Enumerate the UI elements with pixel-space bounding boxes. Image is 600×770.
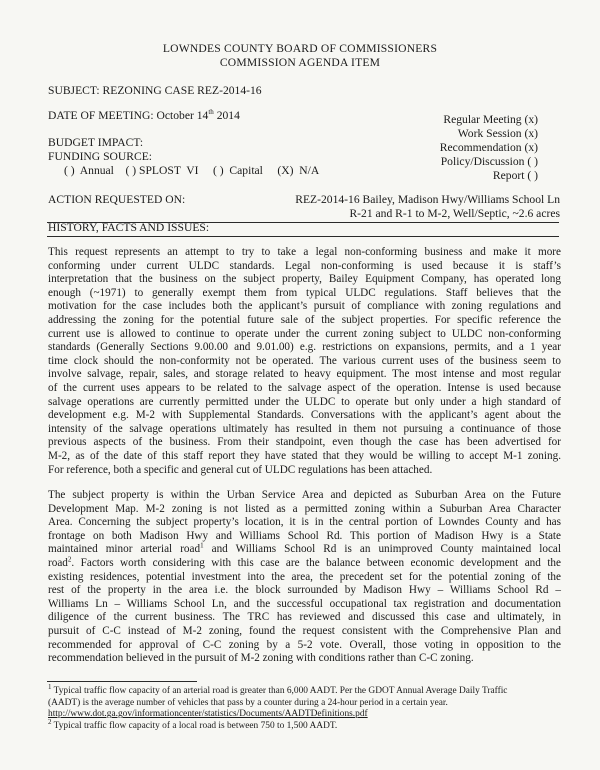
- footnote-ref-2: 2: [67, 555, 72, 564]
- paragraph-line: development e.g. M-2 with Supplemental Standards. Conversations with the applicant’s agent about the: [48, 409, 561, 422]
- history-paragraph-2: [48, 489, 561, 666]
- action-requested-value-line1: REZ-2014-16 Bailey, Madison Hwy/Williams School Ln: [295, 193, 560, 206]
- paragraph-line: salvage operations are currently permitted under the ULDC to operate but only under a high standard of: [48, 395, 561, 408]
- paragraph-line: previous aspects of the business. From their standpoint, even though the case has been advertised for: [48, 436, 561, 449]
- paragraph-line: of the current uses appears to be related to the salvage aspect of the operation. Intense is used because: [48, 381, 561, 394]
- paragraph-line: time clock should the non-conformity not be operated. The various current uses of the business seem to: [48, 354, 561, 367]
- paragraph-line: frontage on both Madison Hwy and Williams School Rd. This portion of Madison Hwy is a State: [48, 529, 561, 542]
- paragraph-line: motivation for the case includes both the applicant’s pursuit of compliance with zoning regulations and: [48, 300, 561, 313]
- paragraph-line: For reference, both a specific and general cut of ULDC regulations has been attached.: [48, 463, 433, 476]
- funding-source-label: FUNDING SOURCE:: [48, 150, 153, 163]
- meeting-type-work-session: Work Session (x): [457, 127, 538, 140]
- footnote-separator: [47, 681, 197, 682]
- footnote-1-link[interactable]: http://www.dot.ga.gov/informationcenter/statistics/Documents/AADTDefinitions.pdf: [48, 709, 368, 720]
- meeting-date: DATE OF MEETING: October 14th 2014: [48, 108, 240, 122]
- paragraph-line: conforming under current ULDC standards. Legal non-conforming is used because it is staff’s: [48, 259, 561, 272]
- footnotes: [48, 682, 561, 732]
- paragraph-line: standards (Generally Sections 9.00.00 and 9.01.00) e.g. restrictions on expansions, permits, and a 1 year: [48, 341, 561, 354]
- history-heading: HISTORY, FACTS AND ISSUES:: [48, 221, 210, 234]
- footnote-1: $^1$ Typical traffic flow capacity of an arterial road is greater than 6,000 AADT. Per the GDOT Annual Average Daily Traffic: [48, 682, 508, 696]
- funding-options: ( ) Annual ( ) SPLOST VI ( ) Capital (X) N/A: [64, 164, 320, 177]
- paragraph-line: diligence of the current business. The TRC has reviewed and discussed this case and ultimately, in: [48, 611, 561, 624]
- paragraph-line: Development Map. M-2 zoning is not listed as a permitted zoning within a Suburban Area Character: [48, 502, 561, 515]
- paragraph-line: current use is allowed to continue to operate under the current zoning subject to ULDC non-conforming: [48, 327, 561, 340]
- paragraph-line: addressing the zoning for the potential future sale of the subject properties. For specific reference the: [48, 313, 561, 326]
- paragraph-line: The subject property is within the Urban Service Area and depicted as Suburban Area on the Future: [48, 489, 561, 501]
- footnote-2: $^2$ Typical traffic flow capacity of a local road is between 750 to 1,500 AADT.: [48, 717, 338, 731]
- paragraph-line: interpretation that the business on the subject property, Bailey Equipment Company, has operated long: [48, 273, 561, 286]
- meeting-type-policy: Policy/Discussion ( ): [440, 155, 538, 168]
- paragraph-line: This request represents an attempt to try to take a legal non-conforming business and make it more: [48, 246, 561, 258]
- paragraph-line: existing residences, potential investment into the area, the precedent set for the potential zoning of the: [48, 570, 561, 583]
- meeting-type-report: Report ( ): [492, 169, 538, 182]
- paragraph-line: recommendation believed in the pursuit of M-2 zoning with conditions rather than C-C zoning.: [48, 652, 474, 665]
- paragraph-line: enough (~1971) to generally exempt them from typical ULDC regulations. Staff believes that the: [48, 286, 561, 299]
- paragraph-line: intensity of the salvage operations ultimately has resulted in them not pursuing a continuance of those: [48, 422, 561, 435]
- meeting-type-recommendation: Recommendation (x): [439, 141, 538, 154]
- paragraph-line: Williams Ln – Williams School Ln, and the successful occupational tax registration and documentation: [48, 597, 561, 610]
- budget-impact-label: BUDGET IMPACT:: [48, 136, 144, 149]
- footnote-ref-1: 1: [200, 541, 204, 550]
- agenda-item-title: COMMISSION AGENDA ITEM: [219, 56, 381, 69]
- paragraph-line: pursuit of C-C instead of M-2 zoning, found the request consistent with the Comprehensive Plan and: [48, 624, 561, 637]
- history-paragraph-1: [48, 246, 561, 477]
- paragraph-line: involve salvage, repair, sales, and storage related to heavy equipment. The most intense and most regular: [48, 368, 561, 381]
- action-requested-label: ACTION REQUESTED ON:: [48, 193, 186, 206]
- paragraph-line: Area. Concerning the subject property’s location, it is in the central portion of Lowndes County and has: [48, 516, 561, 529]
- paragraph-line: recommended for approval of C-C zoning by a 5-2 vote. Overall, those voting in opposition to the: [48, 638, 561, 651]
- divider-bottom: [47, 236, 559, 237]
- paragraph-line: maintained minor arterial road$^1$ and Williams School Rd is an unimproved County maintained local: [48, 541, 562, 556]
- footnote-1-continued: (AADT) is the average number of vehicles that pass by a counter during a 24-hour period in a certain year.: [48, 697, 448, 708]
- paragraph-line: road$^2$. Factors worth considering with this case are the balance between economic development and the: [48, 555, 561, 569]
- action-requested-value-line2: R-21 and R-1 to M-2, Well/Septic, ~2.6 acres: [349, 207, 560, 220]
- board-title: LOWNDES COUNTY BOARD OF COMMISSIONERS: [162, 42, 438, 55]
- paragraph-line: M-2, as of the date of this staff report they have stated that they would be willing to accept M-1 zoning.: [48, 449, 561, 462]
- paragraph-line: rest of the property in the area i.e. the block surrounded by Madison Hwy – Williams School Rd –: [48, 584, 561, 597]
- meeting-type-regular: Regular Meeting (x): [443, 113, 538, 126]
- subject-line: SUBJECT: REZONING CASE REZ-2014-16: [48, 84, 262, 97]
